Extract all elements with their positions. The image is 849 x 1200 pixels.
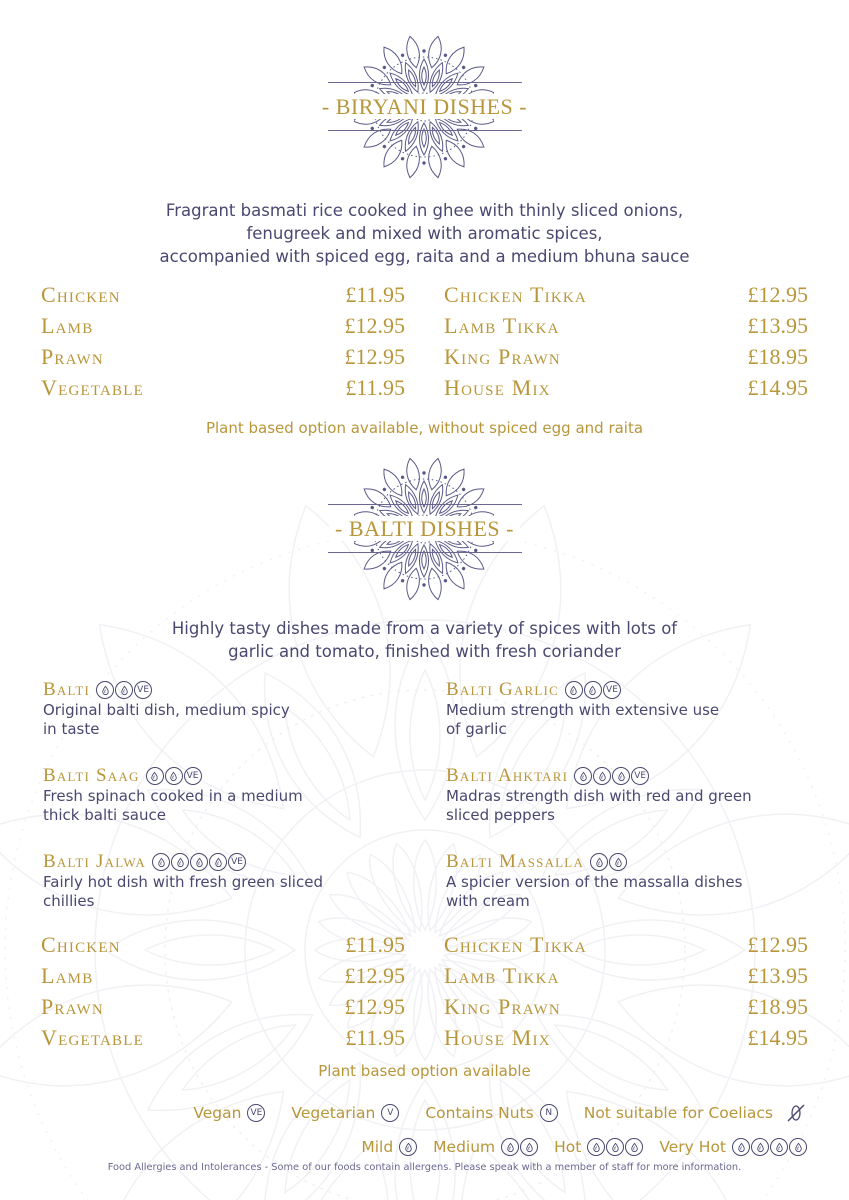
dish-description: Madras strength dish with red and green: [446, 787, 752, 805]
dish-item: [446, 851, 826, 911]
dish-name-text: Balti Ahktari: [446, 765, 569, 786]
dish-description: in taste: [43, 720, 100, 738]
dish-description: thick balti sauce: [43, 806, 166, 824]
dish-description: Medium strength with extensive use: [446, 701, 720, 719]
dish-description: with cream: [446, 892, 530, 910]
vegan-icon: VE: [134, 681, 152, 699]
vegan-icon: VE: [631, 767, 649, 785]
dish-description: Original balti dish, medium spicy: [43, 701, 290, 719]
item-price: £12.95: [344, 313, 405, 338]
dish-name-text: Balti Massalla: [446, 851, 585, 872]
header-rule-bottom: [328, 552, 522, 553]
chilli-icon: [152, 853, 170, 871]
allergy-footnote: Food Allergies and Intolerances - Some of our foods contain allergens. Please speak with a member of staff for more information.: [107, 1162, 742, 1173]
price-row: [444, 963, 808, 989]
chilli-icon: [593, 767, 611, 785]
chilli-icons: [399, 1138, 417, 1156]
price-row: [444, 994, 808, 1020]
chilli-icon: [520, 1138, 538, 1156]
chilli-icon: [565, 681, 583, 699]
dietary-legend: [193, 1102, 807, 1124]
chilli-icon: [625, 1138, 643, 1156]
item-name: Vegetable: [41, 1025, 144, 1050]
item-price: £18.95: [747, 994, 808, 1019]
chilli-icon: [751, 1138, 769, 1156]
item-name: Lamb Tikka: [444, 963, 560, 988]
dish-icons: [565, 681, 621, 699]
price-row: [41, 282, 405, 308]
item-price: £18.95: [747, 344, 808, 369]
price-row: [41, 344, 405, 370]
item-name: Chicken: [41, 932, 121, 957]
price-row: [444, 282, 808, 308]
item-price: £12.95: [344, 994, 405, 1019]
dish-name-text: Balti Saag: [43, 765, 140, 786]
dish-name-text: Balti: [43, 679, 91, 700]
item-name: House Mix: [444, 375, 551, 400]
item-price: £14.95: [747, 1025, 808, 1050]
item-name: King Prawn: [444, 344, 561, 369]
section-title: [0, 94, 849, 120]
chilli-icon: [209, 853, 227, 871]
dish-name: [43, 765, 423, 787]
price-row: [41, 963, 405, 989]
dish-item: [446, 765, 826, 825]
item-price: £11.95: [345, 282, 405, 307]
item-price: £11.95: [345, 932, 405, 957]
item-price: £12.95: [747, 282, 808, 307]
dish-name: [446, 851, 826, 873]
chilli-icons: [501, 1138, 538, 1156]
chilli-icons: [732, 1138, 807, 1156]
dish-description: A spicier version of the massalla dishes: [446, 873, 743, 891]
price-row: [444, 375, 808, 401]
chilli-icon: [590, 853, 608, 871]
biryani-description: [0, 199, 849, 268]
item-name: King Prawn: [444, 994, 561, 1019]
chilli-icon: [171, 853, 189, 871]
item-price: £14.95: [747, 375, 808, 400]
legend-medium-label: Medium: [433, 1138, 496, 1156]
price-row: [41, 375, 405, 401]
chilli-icon: [609, 853, 627, 871]
heat-legend: [361, 1138, 807, 1156]
dish-icons: [590, 853, 627, 871]
dish-description: Fresh spinach cooked in a medium: [43, 787, 303, 805]
item-name: House Mix: [444, 1025, 551, 1050]
dish-icons: [152, 853, 246, 871]
dish-name: [446, 765, 826, 787]
dish-description: of garlic: [446, 720, 507, 738]
chilli-icon: [115, 681, 133, 699]
item-price: £13.95: [747, 963, 808, 988]
vegan-icon: VE: [228, 853, 246, 871]
price-row: [41, 932, 405, 958]
gluten-crossed-icon: [785, 1102, 807, 1124]
section-title: [0, 516, 849, 542]
dish-item: [43, 765, 423, 825]
price-row: [444, 344, 808, 370]
item-name: Lamb: [41, 313, 94, 338]
dish-name-text: Balti Jalwa: [43, 851, 147, 872]
item-name: Prawn: [41, 344, 104, 369]
balti-title: - BALTI DISHES -: [329, 516, 520, 541]
vegetarian-icon: V: [381, 1104, 399, 1122]
item-name: Vegetable: [41, 375, 144, 400]
price-row: [444, 932, 808, 958]
biryani-title: - BIRYANI DISHES -: [316, 94, 533, 119]
chilli-icon: [587, 1138, 605, 1156]
chilli-icon: [770, 1138, 788, 1156]
vegan-icon: VE: [184, 767, 202, 785]
balti-header: [0, 452, 849, 612]
item-name: Lamb Tikka: [444, 313, 560, 338]
dish-description: chillies: [43, 892, 95, 910]
chilli-icon: [584, 681, 602, 699]
item-price: £11.95: [345, 1025, 405, 1050]
item-price: £12.95: [344, 344, 405, 369]
item-price: £11.95: [345, 375, 405, 400]
chilli-icon: [399, 1138, 417, 1156]
price-row: [41, 313, 405, 339]
price-row: [41, 1025, 405, 1051]
chilli-icons: [587, 1138, 643, 1156]
chilli-icon: [612, 767, 630, 785]
dish-item: [446, 679, 826, 739]
chilli-icon: [96, 681, 114, 699]
description-line: fenugreek and mixed with aromatic spices,: [246, 224, 603, 243]
description-line: accompanied with spiced egg, raita and a medium bhuna sauce: [159, 247, 690, 266]
legend-nuts-label: Contains Nuts: [425, 1104, 534, 1122]
item-price: £12.95: [747, 932, 808, 957]
description-line: garlic and tomato, finished with fresh coriander: [228, 642, 621, 661]
price-row: [444, 1025, 808, 1051]
legend-vegan-label: Vegan: [193, 1104, 242, 1122]
vegan-icon: VE: [247, 1104, 265, 1122]
dish-icons: [146, 767, 202, 785]
balti-description: [0, 617, 849, 663]
item-name: Lamb: [41, 963, 94, 988]
legend-vegetarian-label: Vegetarian: [291, 1104, 376, 1122]
chilli-icon: [606, 1138, 624, 1156]
biryani-plant-note: Plant based option available, without spiced egg and raita: [205, 419, 644, 437]
item-price: £12.95: [344, 963, 405, 988]
vegan-icon: VE: [603, 681, 621, 699]
item-name: Chicken Tikka: [444, 932, 587, 957]
dish-item: [43, 679, 423, 739]
dish-name-text: Balti Garlic: [446, 679, 559, 700]
chilli-icon: [789, 1138, 807, 1156]
legend-coeliac-label: Not suitable for Coeliacs: [583, 1104, 773, 1122]
biryani-header: [0, 30, 849, 190]
chilli-icon: [501, 1138, 519, 1156]
item-price: £13.95: [747, 313, 808, 338]
legend-hot-label: Hot: [554, 1138, 582, 1156]
legend-mild-label: Mild: [361, 1138, 394, 1156]
dish-icons: [96, 681, 152, 699]
dish-description: sliced peppers: [446, 806, 555, 824]
item-name: Chicken: [41, 282, 121, 307]
nuts-icon: N: [540, 1104, 558, 1122]
dish-name: [43, 679, 423, 701]
description-line: Highly tasty dishes made from a variety of spices with lots of: [171, 619, 678, 638]
price-row: [41, 994, 405, 1020]
dish-name: [43, 851, 423, 873]
dish-name: [446, 679, 826, 701]
header-rule-top: [328, 82, 522, 83]
dish-description: Fairly hot dish with fresh green sliced: [43, 873, 323, 891]
description-line: Fragrant basmati rice cooked in ghee with thinly sliced onions,: [165, 201, 684, 220]
header-rule-bottom: [328, 130, 522, 131]
chilli-icon: [165, 767, 183, 785]
legend-very-hot-label: Very Hot: [659, 1138, 726, 1156]
chilli-icon: [190, 853, 208, 871]
chilli-icon: [574, 767, 592, 785]
price-row: [444, 313, 808, 339]
header-rule-top: [328, 504, 522, 505]
dish-icons: [574, 767, 649, 785]
chilli-icon: [146, 767, 164, 785]
chilli-icon: [732, 1138, 750, 1156]
item-name: Chicken Tikka: [444, 282, 587, 307]
item-name: Prawn: [41, 994, 104, 1019]
dish-item: [43, 851, 423, 911]
balti-plant-note: Plant based option available: [318, 1062, 531, 1080]
